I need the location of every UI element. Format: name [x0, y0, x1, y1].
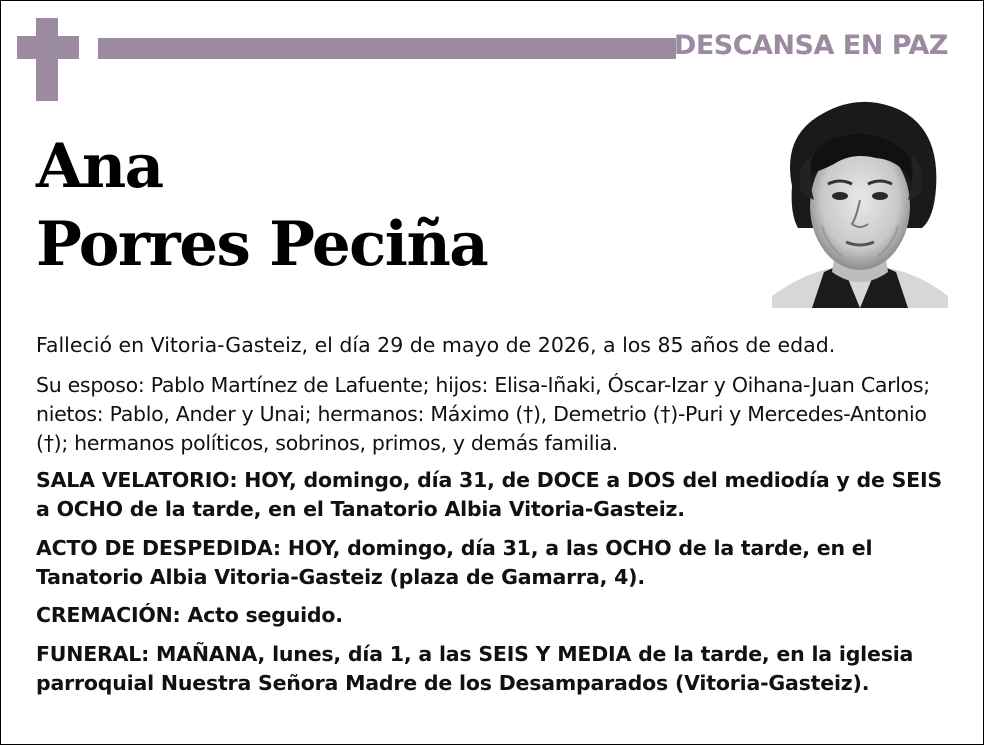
header-bar: [98, 38, 676, 59]
portrait-photo: [772, 96, 948, 308]
header-label: DESCANSA EN PAZ: [673, 30, 948, 61]
wake-info: SALA VELATORIO: HOY, domingo, día 31, de DOCE a DOS del mediodía y de SEIS a OCHO de la tarde, en el Tanatorio Albia Vitoria-Gasteiz.: [36, 468, 942, 521]
cremation-info: CREMACIÓN: Acto seguido.: [36, 603, 343, 627]
family-list: Su esposo: Pablo Martínez de Lafuente; hijos: Elisa-Iñaki, Óscar-Izar y Oihana-Juan Carlos; nietos: Pablo, Ander y Unai; hermanos: Máximo (†), Demetrio (†)-Puri y Mercedes-Antonio (†); hermanos políticos, sobrinos, primos, y demás familia.: [36, 373, 930, 455]
deceased-name: [36, 128, 487, 284]
surnames: Porres Peciña: [36, 209, 488, 280]
first-name: Ana: [36, 131, 163, 202]
farewell-info: ACTO DE DESPEDIDA: HOY, domingo, día 31, a las OCHO de la tarde, en el Tanatorio Albia Vitoria-Gasteiz (plaza de Gamarra, 4).: [36, 536, 873, 589]
death-notice: Falleció en Vitoria-Gasteiz, el día 29 de mayo de 2026, a los 85 años de edad.: [36, 333, 836, 357]
funeral-info: FUNERAL: MAÑANA, lunes, día 1, a las SEIS Y MEDIA de la tarde, en la iglesia parroquial Nuestra Señora Madre de los Desamparados (Vitoria-Gasteiz).: [36, 642, 914, 695]
